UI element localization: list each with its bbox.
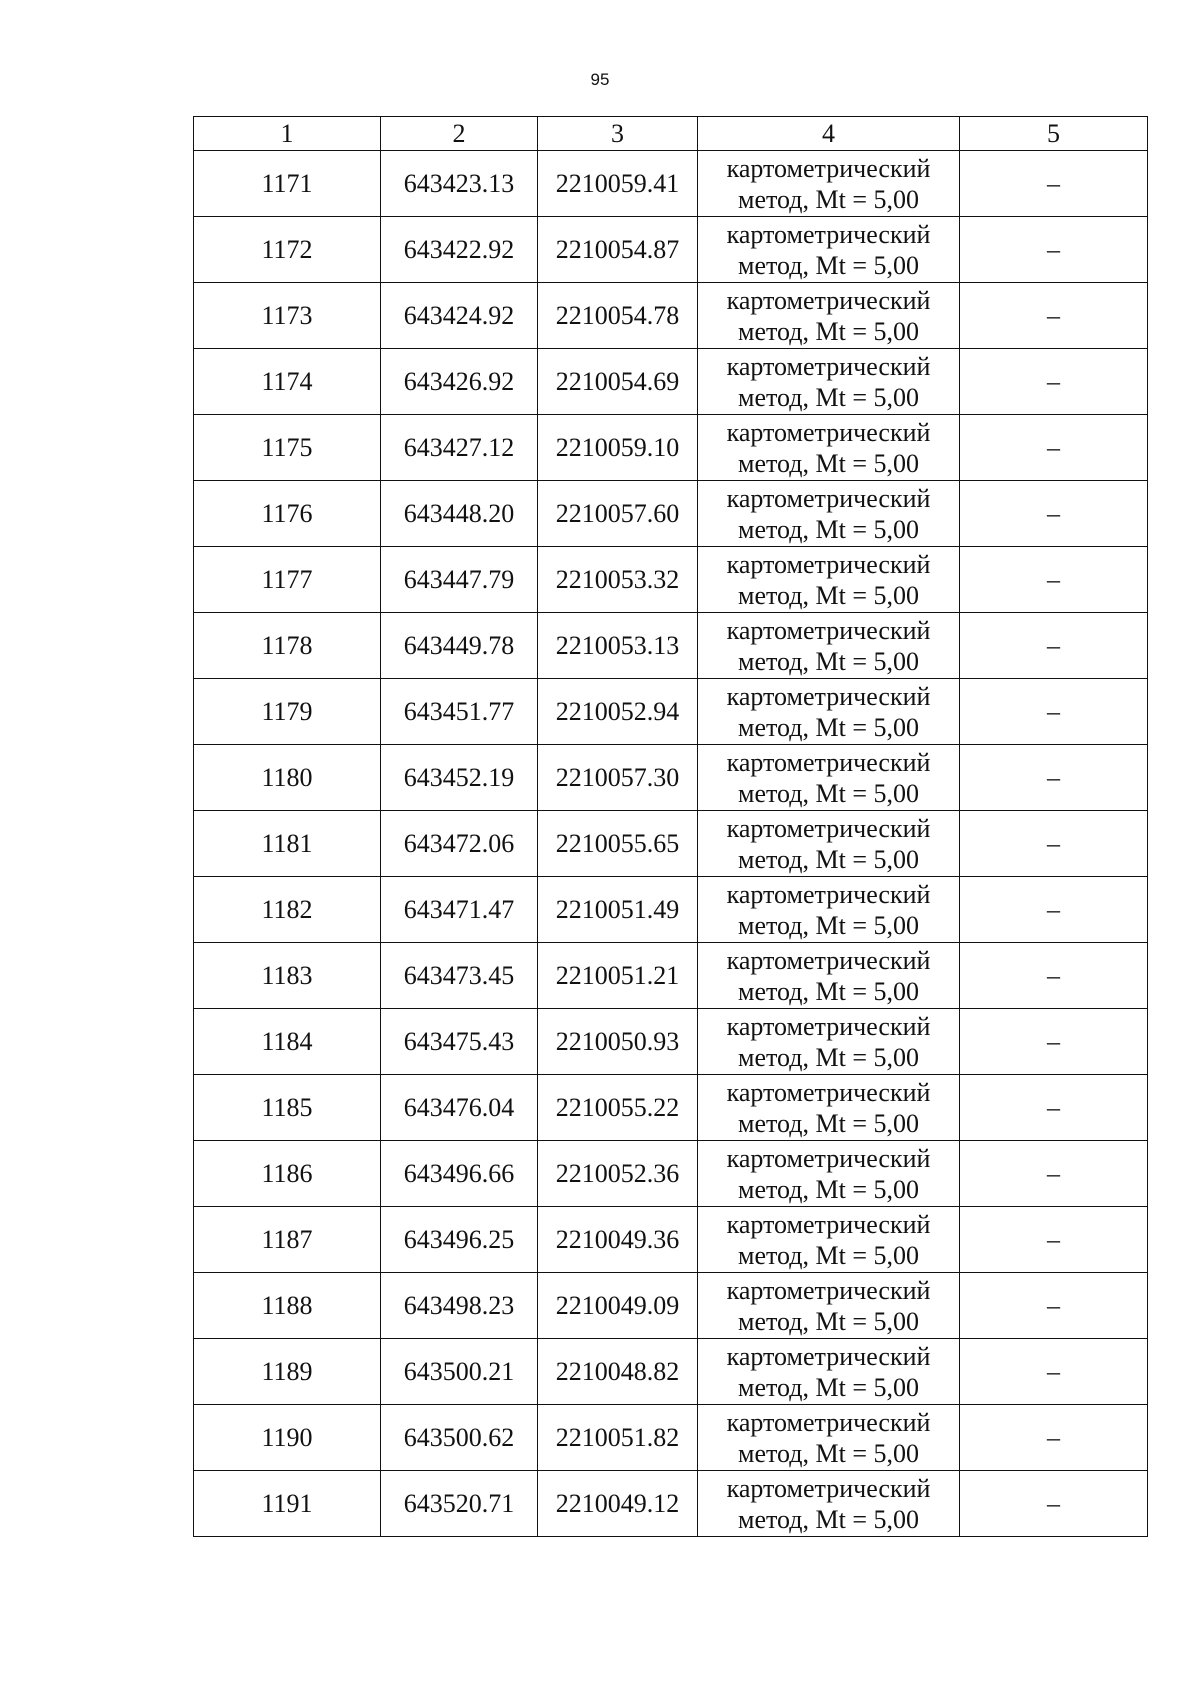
note-cell: – (960, 151, 1148, 217)
point-number-cell: 1173 (194, 283, 381, 349)
y-coordinate-cell: 2210049.12 (538, 1471, 698, 1537)
note-cell: – (960, 1273, 1148, 1339)
table-row (194, 1273, 1148, 1339)
note-cell: – (960, 217, 1148, 283)
y-coordinate-cell: 2210059.41 (538, 151, 698, 217)
y-coordinate-cell: 2210054.87 (538, 217, 698, 283)
method-cell (698, 811, 960, 877)
point-number-cell: 1190 (194, 1405, 381, 1471)
table-body (194, 151, 1148, 1537)
page-number: 95 (590, 70, 610, 89)
y-coordinate-cell: 2210059.10 (538, 415, 698, 481)
method-line-2: метод, Mt = 5,00 (738, 1174, 919, 1204)
point-number-cell: 1178 (194, 613, 381, 679)
y-coordinate-cell: 2210054.69 (538, 349, 698, 415)
point-number-cell: 1186 (194, 1141, 381, 1207)
method-line-2: метод, Mt = 5,00 (738, 514, 919, 544)
method-cell (698, 877, 960, 943)
column-header: 1 (194, 117, 381, 151)
table-row (194, 1471, 1148, 1537)
method-line-2: метод, Mt = 5,00 (738, 382, 919, 412)
point-number-cell: 1180 (194, 745, 381, 811)
method-cell (698, 1009, 960, 1075)
y-coordinate-cell: 2210048.82 (538, 1339, 698, 1405)
x-coordinate-cell: 643476.04 (381, 1075, 538, 1141)
method-cell (698, 1273, 960, 1339)
y-coordinate-cell: 2210052.94 (538, 679, 698, 745)
x-coordinate-cell: 643447.79 (381, 547, 538, 613)
x-coordinate-cell: 643426.92 (381, 349, 538, 415)
method-line-2: метод, Mt = 5,00 (738, 580, 919, 610)
method-cell (698, 547, 960, 613)
point-number-cell: 1179 (194, 679, 381, 745)
method-cell (698, 1471, 960, 1537)
point-number-cell: 1184 (194, 1009, 381, 1075)
method-line-1: картометрический (726, 1407, 931, 1437)
method-cell (698, 217, 960, 283)
method-cell (698, 613, 960, 679)
point-number-cell: 1185 (194, 1075, 381, 1141)
x-coordinate-cell: 643448.20 (381, 481, 538, 547)
note-cell: – (960, 811, 1148, 877)
method-cell (698, 415, 960, 481)
method-line-1: картометрический (726, 1473, 931, 1503)
note-cell: – (960, 1339, 1148, 1405)
table-row (194, 943, 1148, 1009)
table-row (194, 1141, 1148, 1207)
y-coordinate-cell: 2210053.13 (538, 613, 698, 679)
y-coordinate-cell: 2210052.36 (538, 1141, 698, 1207)
y-coordinate-cell: 2210051.21 (538, 943, 698, 1009)
method-line-1: картометрический (726, 1077, 931, 1107)
note-cell: – (960, 1009, 1148, 1075)
method-line-1: картометрический (726, 813, 931, 843)
method-line-2: метод, Mt = 5,00 (738, 910, 919, 940)
x-coordinate-cell: 643472.06 (381, 811, 538, 877)
method-line-1: картометрический (726, 1209, 931, 1239)
method-cell (698, 679, 960, 745)
method-line-1: картометрический (726, 549, 931, 579)
x-coordinate-cell: 643498.23 (381, 1273, 538, 1339)
column-header: 3 (538, 117, 698, 151)
x-coordinate-cell: 643422.92 (381, 217, 538, 283)
method-line-1: картометрический (726, 153, 931, 183)
method-line-1: картометрический (726, 879, 931, 909)
method-cell (698, 943, 960, 1009)
x-coordinate-cell: 643496.66 (381, 1141, 538, 1207)
point-number-cell: 1189 (194, 1339, 381, 1405)
method-line-1: картометрический (726, 219, 931, 249)
method-line-1: картометрический (726, 681, 931, 711)
table-row (194, 1339, 1148, 1405)
table-row (194, 877, 1148, 943)
note-cell: – (960, 1471, 1148, 1537)
method-line-1: картометрический (726, 1143, 931, 1173)
note-cell: – (960, 679, 1148, 745)
table-row (194, 415, 1148, 481)
method-line-1: картометрический (726, 351, 931, 381)
x-coordinate-cell: 643423.13 (381, 151, 538, 217)
x-coordinate-cell: 643500.21 (381, 1339, 538, 1405)
x-coordinate-cell: 643500.62 (381, 1405, 538, 1471)
point-number-cell: 1181 (194, 811, 381, 877)
table-row (194, 1075, 1148, 1141)
y-coordinate-cell: 2210050.93 (538, 1009, 698, 1075)
method-line-1: картометрический (726, 1275, 931, 1305)
method-line-1: картометрический (726, 615, 931, 645)
note-cell: – (960, 1405, 1148, 1471)
method-cell (698, 1075, 960, 1141)
method-line-2: метод, Mt = 5,00 (738, 1504, 919, 1534)
y-coordinate-cell: 2210053.32 (538, 547, 698, 613)
x-coordinate-cell: 643427.12 (381, 415, 538, 481)
method-line-2: метод, Mt = 5,00 (738, 646, 919, 676)
y-coordinate-cell: 2210057.30 (538, 745, 698, 811)
table-row (194, 1405, 1148, 1471)
point-number-cell: 1182 (194, 877, 381, 943)
table-row (194, 481, 1148, 547)
note-cell: – (960, 415, 1148, 481)
note-cell: – (960, 745, 1148, 811)
x-coordinate-cell: 643475.43 (381, 1009, 538, 1075)
point-number-cell: 1171 (194, 151, 381, 217)
y-coordinate-cell: 2210051.49 (538, 877, 698, 943)
method-cell (698, 151, 960, 217)
method-line-2: метод, Mt = 5,00 (738, 184, 919, 214)
x-coordinate-cell: 643449.78 (381, 613, 538, 679)
note-cell: – (960, 283, 1148, 349)
point-number-cell: 1188 (194, 1273, 381, 1339)
method-line-2: метод, Mt = 5,00 (738, 1438, 919, 1468)
method-cell (698, 481, 960, 547)
method-cell (698, 1207, 960, 1273)
table-row (194, 679, 1148, 745)
point-number-cell: 1177 (194, 547, 381, 613)
x-coordinate-cell: 643451.77 (381, 679, 538, 745)
method-line-2: метод, Mt = 5,00 (738, 1042, 919, 1072)
x-coordinate-cell: 643496.25 (381, 1207, 538, 1273)
table-row (194, 1009, 1148, 1075)
method-cell (698, 283, 960, 349)
method-line-1: картометрический (726, 945, 931, 975)
x-coordinate-cell: 643471.47 (381, 877, 538, 943)
method-cell (698, 1141, 960, 1207)
point-number-cell: 1174 (194, 349, 381, 415)
method-cell (698, 1339, 960, 1405)
method-line-2: метод, Mt = 5,00 (738, 778, 919, 808)
table-header-row (194, 117, 1148, 151)
y-coordinate-cell: 2210049.09 (538, 1273, 698, 1339)
method-line-2: метод, Mt = 5,00 (738, 448, 919, 478)
y-coordinate-cell: 2210055.22 (538, 1075, 698, 1141)
column-header: 2 (381, 117, 538, 151)
method-line-2: метод, Mt = 5,00 (738, 1306, 919, 1336)
point-number-cell: 1187 (194, 1207, 381, 1273)
method-cell (698, 745, 960, 811)
method-line-2: метод, Mt = 5,00 (738, 1240, 919, 1270)
x-coordinate-cell: 643424.92 (381, 283, 538, 349)
point-number-cell: 1176 (194, 481, 381, 547)
method-line-2: метод, Mt = 5,00 (738, 250, 919, 280)
table-row (194, 547, 1148, 613)
method-line-1: картометрический (726, 747, 931, 777)
coordinates-table (193, 116, 1148, 1537)
method-line-1: картометрический (726, 1011, 931, 1041)
method-line-1: картометрический (726, 417, 931, 447)
column-header: 4 (698, 117, 960, 151)
note-cell: – (960, 1075, 1148, 1141)
table-row (194, 1207, 1148, 1273)
note-cell: – (960, 481, 1148, 547)
method-line-1: картометрический (726, 1341, 931, 1371)
y-coordinate-cell: 2210054.78 (538, 283, 698, 349)
table-row (194, 745, 1148, 811)
point-number-cell: 1175 (194, 415, 381, 481)
note-cell: – (960, 877, 1148, 943)
table-row (194, 349, 1148, 415)
method-line-1: картометрический (726, 285, 931, 315)
y-coordinate-cell: 2210057.60 (538, 481, 698, 547)
note-cell: – (960, 349, 1148, 415)
table-row (194, 151, 1148, 217)
table-row (194, 613, 1148, 679)
point-number-cell: 1183 (194, 943, 381, 1009)
method-line-2: метод, Mt = 5,00 (738, 844, 919, 874)
method-line-2: метод, Mt = 5,00 (738, 1108, 919, 1138)
note-cell: – (960, 1207, 1148, 1273)
y-coordinate-cell: 2210055.65 (538, 811, 698, 877)
method-line-1: картометрический (726, 483, 931, 513)
note-cell: – (960, 943, 1148, 1009)
note-cell: – (960, 613, 1148, 679)
point-number-cell: 1191 (194, 1471, 381, 1537)
x-coordinate-cell: 643520.71 (381, 1471, 538, 1537)
method-line-2: метод, Mt = 5,00 (738, 976, 919, 1006)
x-coordinate-cell: 643452.19 (381, 745, 538, 811)
table-row (194, 283, 1148, 349)
point-number-cell: 1172 (194, 217, 381, 283)
y-coordinate-cell: 2210049.36 (538, 1207, 698, 1273)
y-coordinate-cell: 2210051.82 (538, 1405, 698, 1471)
table-row (194, 217, 1148, 283)
method-line-2: метод, Mt = 5,00 (738, 1372, 919, 1402)
method-line-2: метод, Mt = 5,00 (738, 712, 919, 742)
note-cell: – (960, 547, 1148, 613)
method-line-2: метод, Mt = 5,00 (738, 316, 919, 346)
method-cell (698, 1405, 960, 1471)
column-header: 5 (960, 117, 1148, 151)
note-cell: – (960, 1141, 1148, 1207)
table-row (194, 811, 1148, 877)
method-cell (698, 349, 960, 415)
x-coordinate-cell: 643473.45 (381, 943, 538, 1009)
